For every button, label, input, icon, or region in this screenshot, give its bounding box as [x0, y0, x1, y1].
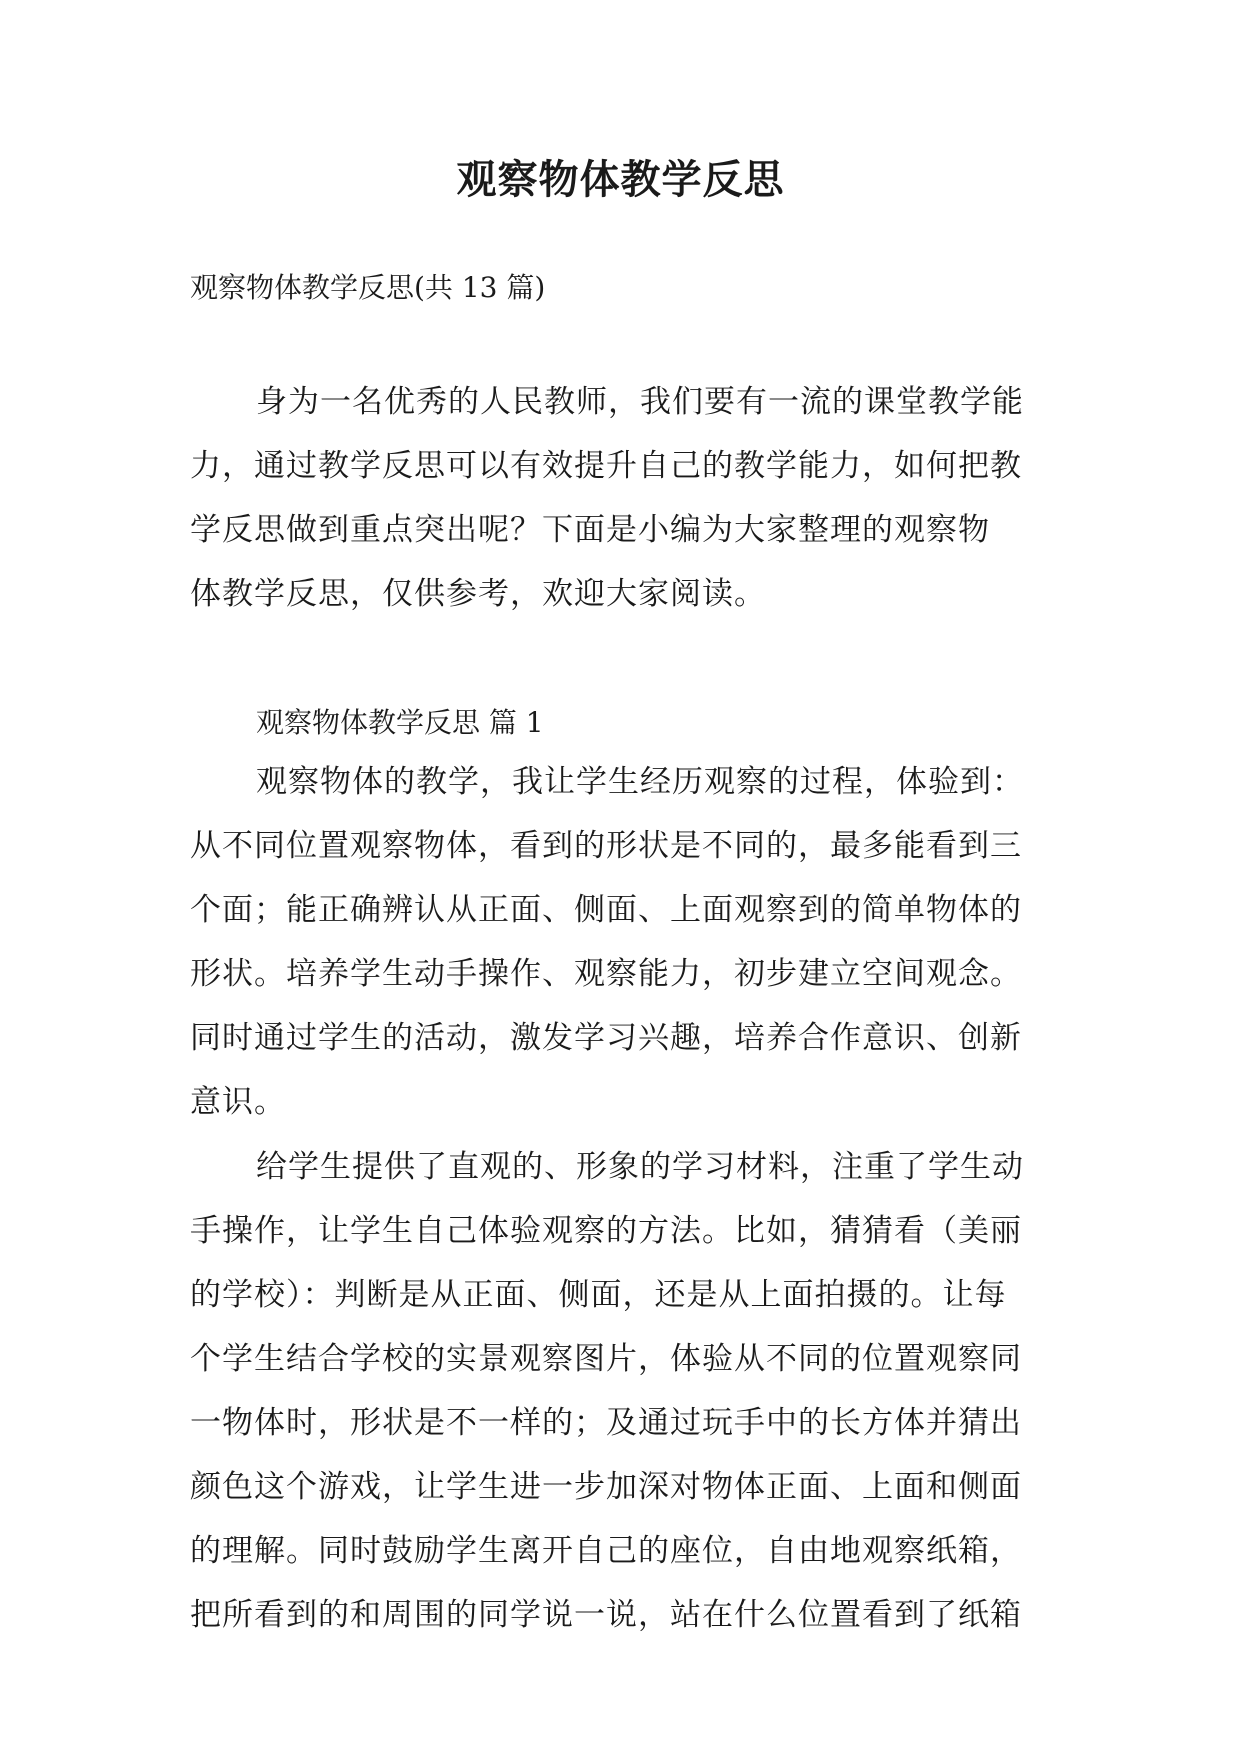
- paragraph-line: 的理解。同时鼓励学生离开自己的座位，自由地观察纸箱，: [190, 1533, 1022, 1569]
- paragraph-line: 手操作，让学生自己体验观察的方法。比如，猜猜看（美丽: [190, 1213, 1022, 1249]
- paragraph-line: 颜色这个游戏，让学生进一步加深对物体正面、上面和侧面: [190, 1469, 1022, 1505]
- paragraph-line: 从不同位置观察物体，看到的形状是不同的，最多能看到三: [190, 828, 1022, 864]
- paragraph-line: 意识。: [190, 1084, 286, 1120]
- paragraph-line: 一物体时，形状是不一样的；及通过玩手中的长方体并猜出: [190, 1405, 1022, 1441]
- intro-line: 学反思做到重点突出呢？下面是小编为大家整理的观察物: [190, 512, 990, 548]
- document-subtitle: 观察物体教学反思(共 13 篇): [190, 271, 546, 304]
- paragraph-line: 个面；能正确辨认从正面、侧面、上面观察到的简单物体的: [190, 892, 1022, 928]
- section-heading: 观察物体教学反思 篇 1: [256, 706, 544, 739]
- intro-line: 体教学反思，仅供参考，欢迎大家阅读。: [190, 576, 766, 612]
- paragraph-line: 同时通过学生的活动，激发学习兴趣，培养合作意识、创新: [190, 1020, 1022, 1056]
- paragraph-line: 的学校）：判断是从正面、侧面，还是从上面拍摄的。让每: [190, 1277, 1007, 1313]
- paragraph-line: 给学生提供了直观的、形象的学习材料，注重了学生动: [256, 1149, 1024, 1185]
- document-title: 观察物体教学反思: [456, 156, 785, 203]
- intro-paragraph: [190, 370, 1070, 626]
- paragraph-line: 观察物体的教学，我让学生经历观察的过程，体验到：: [256, 764, 1024, 800]
- intro-line: 力，通过教学反思可以有效提升自己的教学能力，如何把教: [190, 448, 1022, 484]
- intro-line: 身为一名优秀的人民教师，我们要有一流的课堂教学能: [256, 384, 1024, 420]
- paragraph-line: 形状。培养学生动手操作、观察能力，初步建立空间观念。: [190, 956, 1022, 992]
- paragraph-line: 个学生结合学校的实景观察图片，体验从不同的位置观察同: [190, 1341, 1022, 1377]
- paragraph-line: 把所看到的和周围的同学说一说，站在什么位置看到了纸箱: [190, 1597, 1022, 1633]
- paragraph-2: [190, 1135, 1070, 1647]
- paragraph-1: [190, 750, 1070, 1134]
